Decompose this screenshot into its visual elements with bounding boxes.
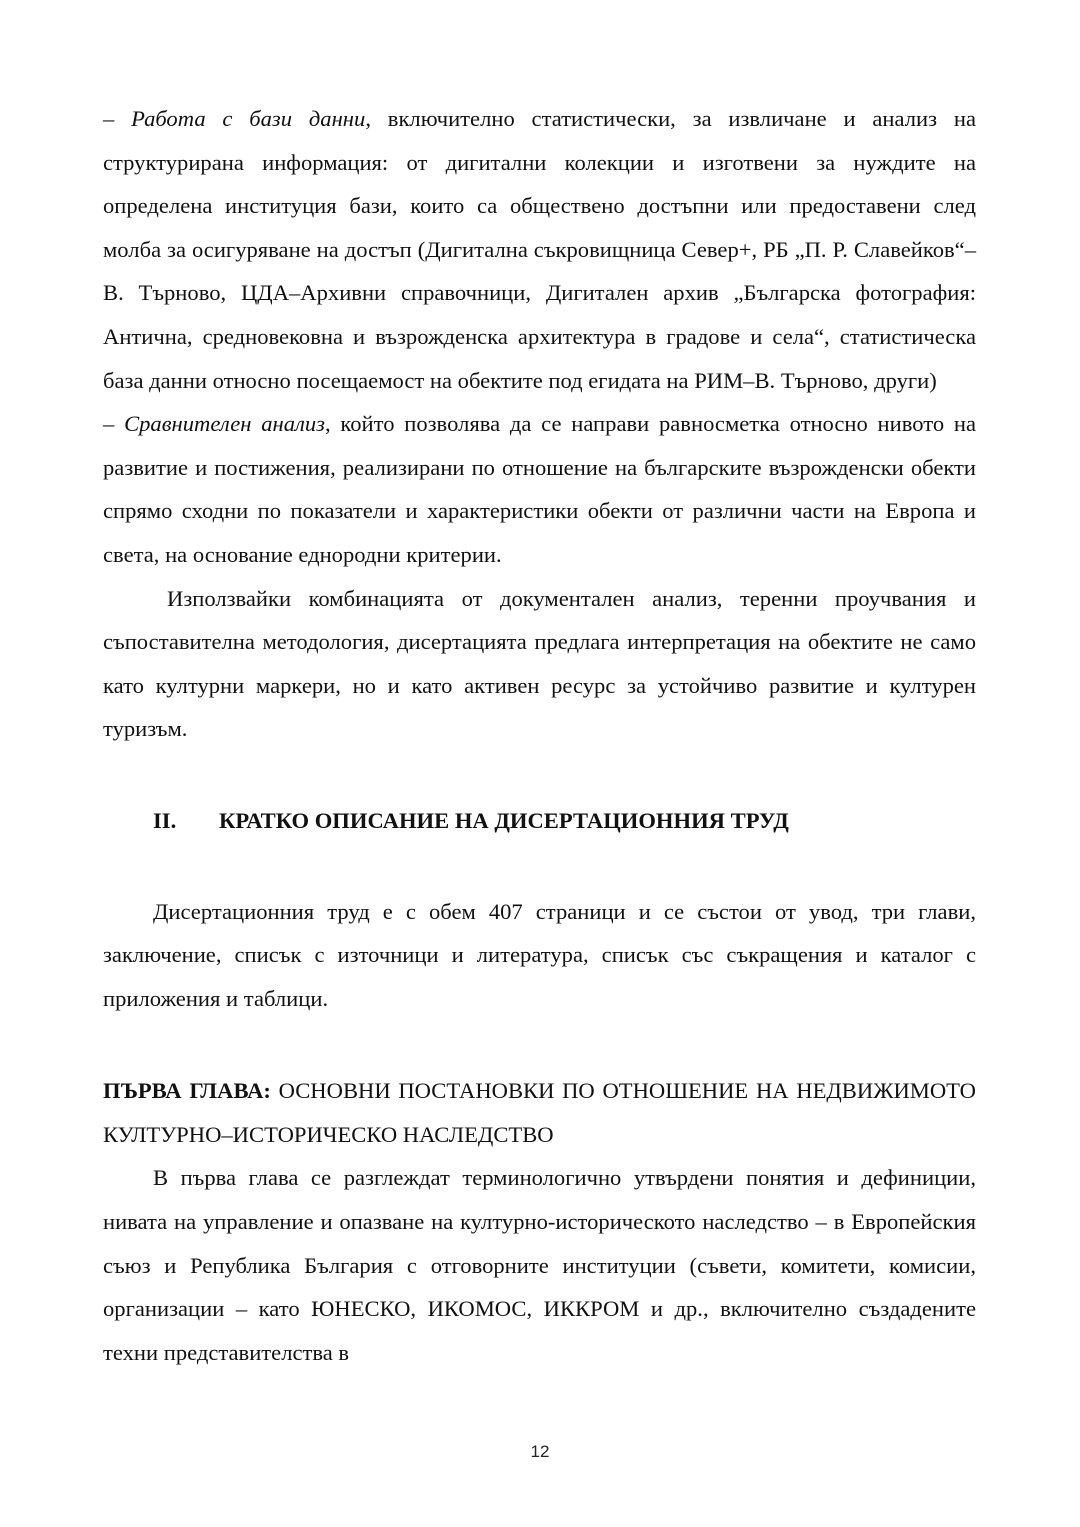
term-comparative-analysis: Сравнителен анализ	[124, 411, 325, 437]
section-title: КРАТКО ОПИСАНИЕ НА ДИСЕРТАЦИОННИЯ ТРУД	[219, 807, 789, 833]
chapter-title: ОСНОВНИ ПОСТАНОВКИ ПО ОТНОШЕНИЕ НА НЕДВИЖИМОТО КУЛТУРНО–ИСТОРИЧЕСКО НАСЛЕДСТВО	[103, 1078, 976, 1147]
section-heading	[153, 799, 976, 843]
paragraph-text: , който позволява да се направи равносметка относно нивото на развитие и постижения, реализирани по отношение на българските възрожденски обекти спрямо сходни по показатели и характеристики обекти от различни части на Европа и света, на основание еднородни критерии.	[103, 411, 976, 567]
page-number: 12	[530, 1442, 550, 1461]
paragraph-dissertation-volume: Дисертационния труд е с обем 407 страници и се състои от увод, три глави, заключение, списък с източници и литература, списък със съкращения и каталог с приложения и таблици.	[103, 898, 976, 1011]
document-page	[103, 97, 976, 1374]
term-databases: Работа с бази данни	[131, 106, 366, 131]
paragraph-comparative-analysis	[103, 402, 976, 576]
dash: –	[103, 411, 125, 437]
paragraph-databases	[103, 97, 976, 402]
paragraph-methodology-summary: Използвайки комбинацията от документален анализ, теренни проучвания и съпоставителна методология, дисертацията предлага интерпретация на обектите не само като културни маркери, но и като активен ресурс за устойчиво развитие и културен туризъм.	[103, 585, 976, 742]
paragraph-text: , включително статистически, за извличане и анализ на структурирана информация: от дигитални колекции и изготвени за нуждите на определена институция бази, които са обществено достъпни или предоставени след молба за осигуряване на достъп (Дигитална съкровищница Север+, РБ „П. Р. Славейков“–В. Търново, ЦДА–Архивни справочници, Дигитален архив „Българска фотография: Антична, средновековна и възрожденска архитектура в градове и села“, статистическа база данни относно посещаемост на обектите под егидата на РИМ–В. Търново, други)	[103, 106, 976, 393]
chapter-label: ПЪРВА ГЛАВА:	[103, 1078, 271, 1104]
paragraph-chapter-one: В първа глава се разглеждат терминологично утвърдени понятия и дефиниции, нивата на управление и опазване на културно-историческото наследство – в Европейския съюз и Република България с отговорните институции (съвети, комитети, комисии, организации – като ЮНЕСКО, ИКОМОС, ИККРОМ и др., включително създадените техни представителства в	[103, 1165, 976, 1365]
chapter-heading	[103, 1069, 976, 1156]
dash: –	[103, 106, 132, 131]
section-number: II.	[153, 807, 177, 833]
